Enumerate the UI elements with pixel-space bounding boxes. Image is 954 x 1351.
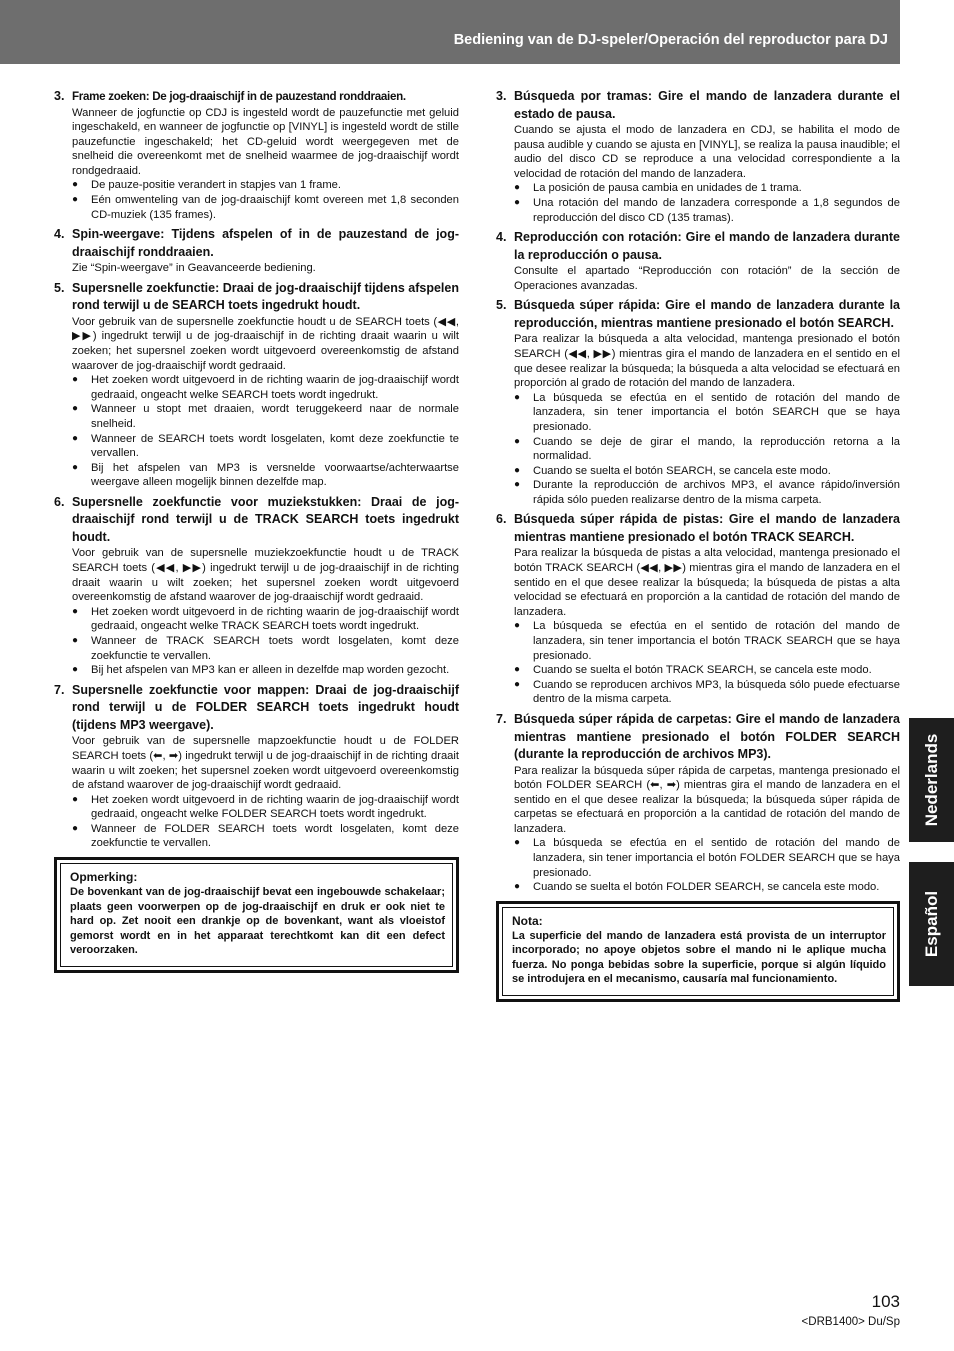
bullet-item: ● Cuando se reproducen archivos MP3, la búsqueda sólo puede efectuarse dentro de la misma carpeta. [514,678,900,707]
bullet-item: ● Wanneer de FOLDER SEARCH toets wordt losgelaten, komt deze zoekfunctie te vervallen. [72,822,459,851]
bullet-item: ● Eén omwenteling van de jog-draaischijf komt overeen met 1,8 seconden CD-muziek (135 frames). [72,193,459,222]
item-number: 6. [496,512,507,527]
bullet-list [72,373,459,490]
bullet-list [514,181,900,225]
item-title: Supersnelle zoekfunctie: Draai de jog-draaischijf tijdens afspelen rond terwijl u de SEARCH toets ingedrukt houdt. [72,280,459,313]
bullet-list [514,391,900,508]
note-text: La superficie del mando de lanzadera está provista de un interruptor incorporado; no apoye objetos sobre el mando ni le aplique mucha fuerza. No ponga bebidas sobre la superficie, porque si algún líquido se introdujera en el mecanismo, causaría mal funcionamiento. [512,929,886,986]
bullet-list [514,619,900,707]
bullet-item: ● Wanneer de TRACK SEARCH toets wordt losgelaten, komt deze zoekfunctie te vervallen. [72,634,459,663]
item-number: 6. [54,494,65,509]
item-title: Búsqueda súper rápida: Gire el mando de lanzadera durante la reproducción, mientras mantiene presionado el botón SEARCH. [514,298,900,330]
bullet-item: ● Cuando se deje de girar el mando, la reproducción retorna a la normalidad. [514,435,900,464]
item-body: Voor gebruik van de supersnelle muziekzoekfunctie houdt u de TRACK SEARCH toets (◀◀, ▶▶) ingedrukt terwijl u de jog-draaischijf in de richting draait waarin u wilt zoeken; het supersnel zoeken wordt uitgevoerd overeenkomstig de afstand waarover de jog-draaischijf wordt gedraaid. [72,547,459,604]
list-item [54,88,459,222]
item-number: 3. [54,89,65,103]
item-body: Para realizar la búsqueda súper rápida de carpetas, mantenga presionado el botón FOLDER SEARCH (⬅, ➡) mientras gira el mando de lanzadera en el sentido en el que desee realizar la búsqueda; la búsqueda súper rápida de carpetas se efectuará en proporción a la cantidad de rotación del mando de lanzadera. [514,764,900,835]
item-title: Búsqueda por tramas: Gire el mando de lanzadera durante el estado de pausa. [514,89,900,121]
list-item [54,280,459,490]
bullet-list [72,605,459,678]
note-title: Opmerking: [70,870,138,885]
doc-code: <DRB1400> Du/Sp [801,1316,900,1328]
item-body: Zie “Spin-weergave” in Geavanceerde bediening. [72,262,316,275]
bullet-list [72,793,459,851]
item-body: Para realizar la búsqueda de pistas a alta velocidad, mantenga presionado el botón TRACK SEARCH (◀◀, ▶▶) mientras gira el mando de lanzadera en el sentido en el que desee realizar la búsqueda; la búsqueda de pistas a alta velocidad se efectuará en proporción a la cantidad de rotación del mando de lanzadera. [514,547,900,618]
column-spanish [496,88,900,1002]
bullet-item: ● Bij het afspelen van MP3 kan er alleen in dezelfde map worden gezocht. [72,663,459,678]
tab-label: Español [921,890,941,958]
bullet-item: ● Wanneer de SEARCH toets wordt losgelaten, komt deze zoekfunctie te vervallen. [72,432,459,461]
item-body: Cuando se ajusta el modo de lanzadera en CDJ, se habilita el modo de pausa audible y cuando se ajusta en [VINYL], se realiza la pausa inaudible; el audio del disco CD se reproduce a una velocidad correspondiente a la velocidad de rotación del mando de lanzadera. [514,124,900,180]
bullet-item: ● Cuando se suelta el botón TRACK SEARCH, se cancela este modo. [514,663,900,678]
list-item [496,297,900,507]
item-number: 4. [496,230,507,245]
tab-label: Nederlands [921,733,941,827]
item-number: 5. [496,298,507,313]
page-number: 103 [871,1292,900,1311]
bullet-item: ● Una rotación del mando de lanzadera corresponde a 1,8 segundos de reproducción del disco CD (135 tramas). [514,196,900,225]
bullet-item: ● La búsqueda se efectúa en el sentido de rotación del mando de lanzadera, sin tener importancia el botón SEARCH que se haya presionado. [514,391,900,435]
bullet-item: ● Het zoeken wordt uitgevoerd in de richting waarin de jog-draaischijf wordt gedraaid, ongeacht welke TRACK SEARCH toets wordt ingedrukt. [72,605,459,634]
bullet-item: ● Wanneer u stopt met draaien, wordt teruggekeerd naar de normale snelheid. [72,402,459,431]
item-number: 5. [54,280,65,295]
list-item [54,682,459,851]
list-item [54,226,459,276]
item-body: Voor gebruik van de supersnelle mapzoekfunctie houdt u de FOLDER SEARCH toets (⬅, ➡) ingedrukt terwijl u de jog-draaischijf in de richting draait waarin u wilt zoeken; het supersnel zoeken wordt uitgevoerd overeenkomstig de afstand waarover de jog-draaischijf wordt gedraaid. [72,735,459,792]
tab-nederlands [909,718,954,842]
bullet-list [514,836,900,894]
list-item [496,711,900,895]
item-title: Supersnelle zoekfunctie voor muziekstukken: Draai de jog-draaischijf rond terwijl u de TRACK SEARCH toets ingedrukt houdt. [72,494,459,544]
note-title: Nota: [512,913,543,928]
bullet-item: ● La búsqueda se efectúa en el sentido de rotación del mando de lanzadera, sin tener importancia el botón TRACK SEARCH que se haya presionado. [514,619,900,663]
tab-espanol [909,862,954,986]
column-dutch [54,88,459,973]
item-body: Consulte el apartado “Reproducción con rotación” de la sección de Operaciones avanzadas. [514,265,900,292]
item-title: Búsqueda súper rápida de pistas: Gire el mando de lanzadera mientras mantiene presionado el botón TRACK SEARCH. [514,512,900,544]
item-title: Frame zoeken: De jog-draaischijf in de pauzestand ronddraaien. [72,90,406,103]
item-number: 3. [496,89,507,103]
item-title: Spin-weergave: Tijdens afspelen of in de pauzestand de jog-draaischijf ronddraaien. [72,227,459,259]
item-body: Para realizar la búsqueda a alta velocidad, mantenga presionado el botón SEARCH (◀◀, ▶▶) mientras gira el mando de lanzadera en el sentido en el que desee realizar la búsqueda; la búsqueda a alta velocidad se efectuará en proporción al grado de rotación del mando de lanzadera. [514,333,900,390]
item-title: Reproducción con rotación: Gire el mando de lanzadera durante la reproducción o pausa. [514,230,900,262]
note-box [496,901,900,1002]
bullet-item: ● Bij het afspelen van MP3 is versnelde voorwaartse/achterwaartse weergave alleen mogelijk binnen dezelfde map. [72,461,459,490]
bullet-item: ● Het zoeken wordt uitgevoerd in de richting waarin de jog-draaischijf wordt gedraaid, ongeacht welke FOLDER SEARCH toets wordt ingedrukt. [72,793,459,822]
bullet-item: ● La posición de pausa cambia en unidades de 1 trama. [514,181,900,196]
bullet-item: ● Het zoeken wordt uitgevoerd in de richting waarin de jog-draaischijf wordt gedraaid, ongeacht welke SEARCH toets wordt ingedrukt. [72,373,459,402]
bullet-item: ● Cuando se suelta el botón SEARCH, se cancela este modo. [514,464,900,479]
bullet-list [72,178,459,222]
bullet-item: ● Cuando se suelta el botón FOLDER SEARCH, se cancela este modo. [514,880,900,895]
item-body: Wanneer de jogfunctie op CDJ is ingesteld wordt de pauzefunctie met geluid ingeschakeld, en wanneer de jogfunctie op [VINYL] is ingesteld wordt de stille pauzefunctie ingeschakeld; het CD-geluid wordt weergegeven met de snelheid die overeenkomt met de snelheid waarmee de jog-draaischijf wordt rondgedraaid. [72,106,459,177]
bullet-item: ● De pauze-positie verandert in stapjes van 1 frame. [72,178,459,193]
item-title: Búsqueda súper rápida de carpetas: Gire el mando de lanzadera mientras mantiene presionado el botón FOLDER SEARCH (durante la reproducción de archivos MP3). [514,712,900,761]
header-title: Bediening van de DJ-speler/Operación del reproductor para DJ [453,32,888,48]
list-item [496,229,900,293]
item-number: 7. [496,712,507,726]
bullet-item: ● Durante la reproducción de archivos MP3, el avance rápido/inversión rápida sólo pueden realizarse dentro de la misma carpeta. [514,478,900,507]
list-item [496,511,900,707]
list-item [496,88,900,225]
note-box [54,857,459,973]
item-number: 4. [54,227,65,242]
item-body: Voor gebruik van de supersnelle zoekfunctie houdt u de SEARCH toets (◀◀, ▶▶) ingedrukt terwijl u de jog-draaischijf in de richting draait waarin u wilt zoeken; het supersnel zoeken wordt uitgevoerd overeenkomstig de afstand waarover de jog-draaischijf wordt gedraaid. [72,315,459,372]
item-title: Supersnelle zoekfunctie voor mappen: Draai de jog-draaischijf rond terwijl u de FOLDER SEARCH toets ingedrukt houdt (tijdens MP3 weergave). [72,682,459,732]
item-number: 7. [54,682,65,697]
note-text: De bovenkant van de jog-draaischijf bevat een ingebouwde schakelaar; plaats geen voorwerpen op de jog-draaischijf en druk er ook niet te hard op. Zet nooit een drankje op de bovenkant, want als vloeistof gemorst wordt en in het apparaat terechtkomt kan dit een defect veroorzaken. [70,886,445,957]
bullet-item: ● La búsqueda se efectúa en el sentido de rotación del mando de lanzadera, sin tener importancia el botón FOLDER SEARCH que se haya presionado. [514,836,900,880]
list-item [54,494,459,678]
page-header [0,0,900,64]
